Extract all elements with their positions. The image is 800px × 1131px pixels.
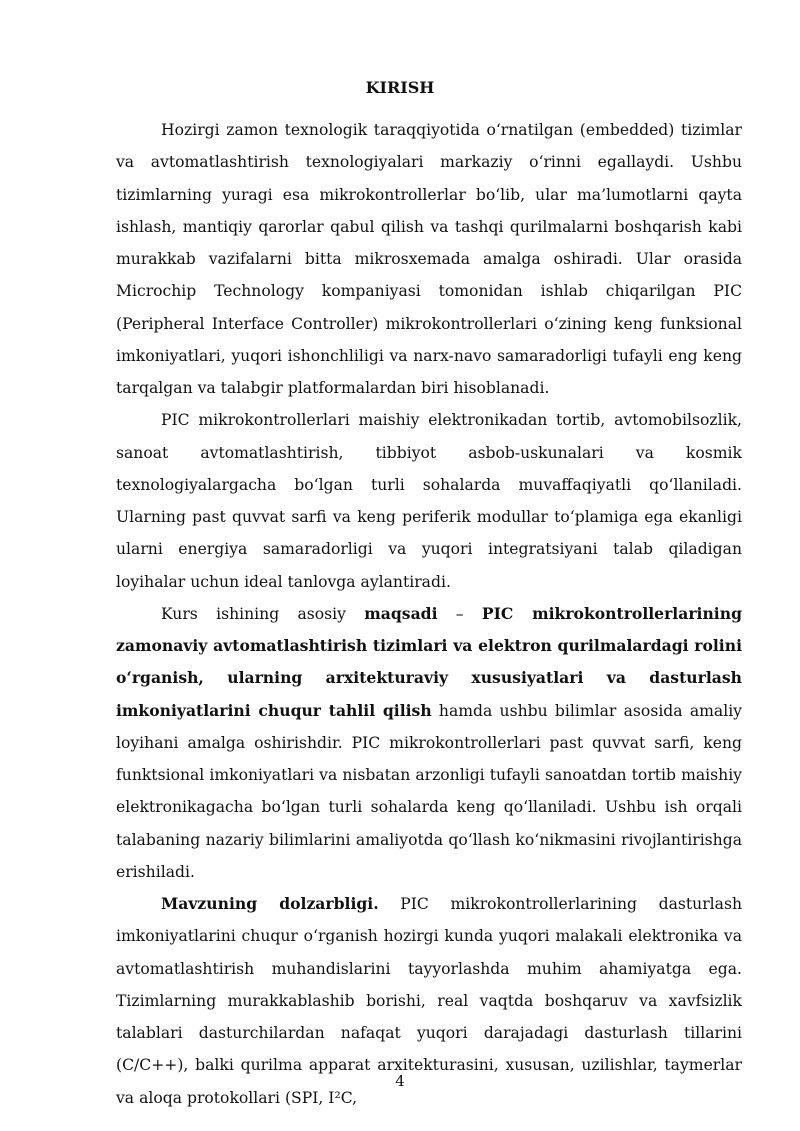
goal-keyword: maqsadi bbox=[364, 603, 438, 623]
relevance-heading: Mavzuning dolzarbligi. bbox=[161, 894, 379, 913]
body-text bbox=[116, 114, 742, 1114]
paragraph-intro: Hozirgi zamon texnologik taraqqiyotida o‘rnatilgan (embedded) tizimlar va avtomatlashtirish texnologiyalari markaziy o‘rinni egallaydi. Ushbu tizimlarning yuragi esa mikrokontrollerlar bo‘lib, ular ma’lumotlarni qayta ishlash, mantiqiy qarorlar qabul qilish va tashqi qurilmalarni boshqarish kabi murakkab vazifalarni bitta mikrosxemada amalga oshiradi. Ular orasida Microchip Technology kompaniyasi tomonidan ishlab chiqarilgan PIC (Peripheral Interface Controller) mikrokontrollerlari o‘zining keng funksional imkoniyatlari, yuqori ishonchliligi va narx-navo samaradorligi tufayli eng keng tarqalgan va talabgir platformalardan biri hisoblanadi. bbox=[116, 121, 742, 397]
paragraph-applications: PIC mikrokontrollerlari maishiy elektronikadan tortib, avtomobilsozlik, sanoat avtomatlashtirish, tibbiyot asbob-uskunalari va kosmik texnologiyalargacha bo‘lgan turli sohalarda muvaffaqiyatli qo‘llaniladi. Ularning past quvvat sarfi va keng periferik modullar to‘plamiga ega ekanligi ularni energiya samaradorligi va yuqori integratsiyani talab qiladigan loyihalar uchun ideal tanlovga aylantiradi. bbox=[116, 411, 742, 591]
relevance-text: PIC mikrokontrollerlarining dasturlash imkoniyatlarini chuqur o‘rganish hozirgi kunda yuqori malakali elektronika va avtomatlashtirish muhandislarini tayyorlashda muhim ahamiyatga ega. Tizimlarning murakkablashib borishi, real vaqtda boshqaruv va xavfsizlik talablari dasturchilardan nafaqat yuqori darajadagi dasturlash tillarini (C/C++), balki qurilma apparat arxitekturasini, xususan, uzilishlar, taymerlar va aloqa protokollari (SPI, I²C, bbox=[116, 895, 742, 1107]
paragraph-goal bbox=[116, 598, 742, 888]
goal-rest-text: hamda ushbu bilimlar asosida amaliy loyihani amalga oshirishdir. PIC mikrokontrollerlari past quvvat sarfi, keng funktsional imkoniyatlari va nisbatan arzonligi tufayli sanoatdan tortib maishiy elektronikagacha bo‘lgan turli sohalarda keng qo‘llaniladi. Ushbu ish orqali talabaning nazariy bilimlarini amaliyotda qo‘llash ko‘nikmasini rivojlantirishga erishiladi. bbox=[116, 701, 742, 881]
goal-lead-text: Kurs ishining asosiy bbox=[161, 604, 365, 623]
goal-statement: PIC mikrokontrollerlarining zamonaviy avtomatlashtirish tizimlari va elektron qurilmalardagi rolini o‘rganish, ularning arxitekturaviy xususiyatlari va dasturlash imkoniyatlarini chuqur tahlil qilish bbox=[116, 603, 742, 720]
page-number: 4 bbox=[395, 1072, 405, 1090]
section-heading: KIRISH bbox=[365, 78, 435, 97]
goal-dash: – bbox=[437, 604, 482, 623]
